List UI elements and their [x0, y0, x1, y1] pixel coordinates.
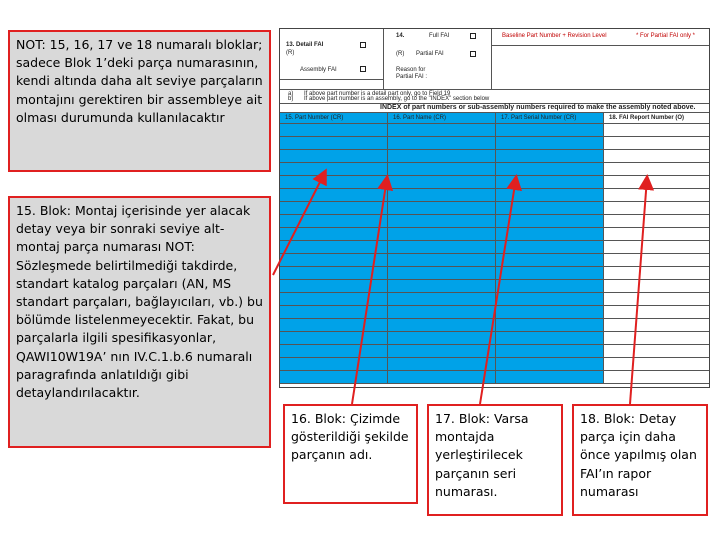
block-15-callout: 15. Blok: Montaj içerisinde yer alacak detay veya bir sonraki seviye alt-montaj parça numarası NOT: Sözleşmede belirtilmediği takdirde, standart katalog parçaları (AN, MS standart parçaları, bağlayıcıları, vb.) bu bölümde listelenmeyecektir. Fakat, bu parçalarla ilgili spesifikasyonlar, QAWI10W19A’ nın IV.C.1.b.6 numaralı paragrafında anlatıldığı gibi detaylandırılacaktır.: [8, 196, 271, 448]
block-17-callout: 17. Blok: Varsa montajda yerleştirilecek parçanın seri numarası.: [427, 404, 563, 516]
arrow-block-18: [630, 178, 647, 404]
block-16-callout: 16. Blok: Çizimde gösterildiği şekilde parçanın adı.: [283, 404, 418, 504]
block-18-callout: 18. Blok: Detay parça için daha önce yapılmış olan FAI’ın rapor numarası: [572, 404, 708, 516]
partial-fai-label: Partial FAI: [416, 51, 444, 57]
reason-line-1: Reason for: [396, 67, 426, 73]
assembly-fai-label: Assembly FAI: [300, 67, 337, 73]
reason-line-2: Partial FAI :: [396, 74, 428, 80]
arrow-block-15: [273, 172, 325, 275]
col-18-header: 18. FAI Report Number (O): [609, 115, 685, 121]
full-fai-label: Full FAI: [429, 33, 450, 39]
note-callout: NOT: 15, 16, 17 ve 18 numaralı bloklar; sadece Blok 1’deki parça numarasının, kendi altında daha alt seviye parçaların montajını gerektiren bir assembleye ait olması durumunda kullanılacaktır: [8, 30, 271, 172]
index-title: INDEX of part numbers or sub-assembly numbers required to make the assembly noted above.: [380, 104, 696, 111]
col-15-header: 15. Part Number (CR): [285, 115, 344, 121]
field-14-num: 14.: [396, 33, 405, 39]
baseline-label: Baseline Part Number + Revision Level: [502, 33, 607, 39]
col-17-header: 17. Part Serial Number (CR): [501, 115, 577, 121]
arrow-block-17: [480, 178, 516, 404]
arrow-block-16: [352, 178, 387, 404]
note-a-text: If above part number is a detail part only, go to Field 19: [304, 91, 451, 97]
field-13-sub: (R): [286, 50, 295, 56]
partial-r-label: (R): [396, 51, 405, 57]
note-a-key: a): [288, 91, 294, 97]
note-b-text: If above part number is an assembly, go to the "INDEX" section below: [304, 96, 490, 102]
field-13-title: 13. Detail FAI: [286, 42, 324, 48]
note-b-key: b): [288, 96, 294, 102]
partial-only-label: * For Partial FAI only *: [636, 33, 696, 39]
col-16-header: 16. Part Name (CR): [393, 115, 447, 121]
